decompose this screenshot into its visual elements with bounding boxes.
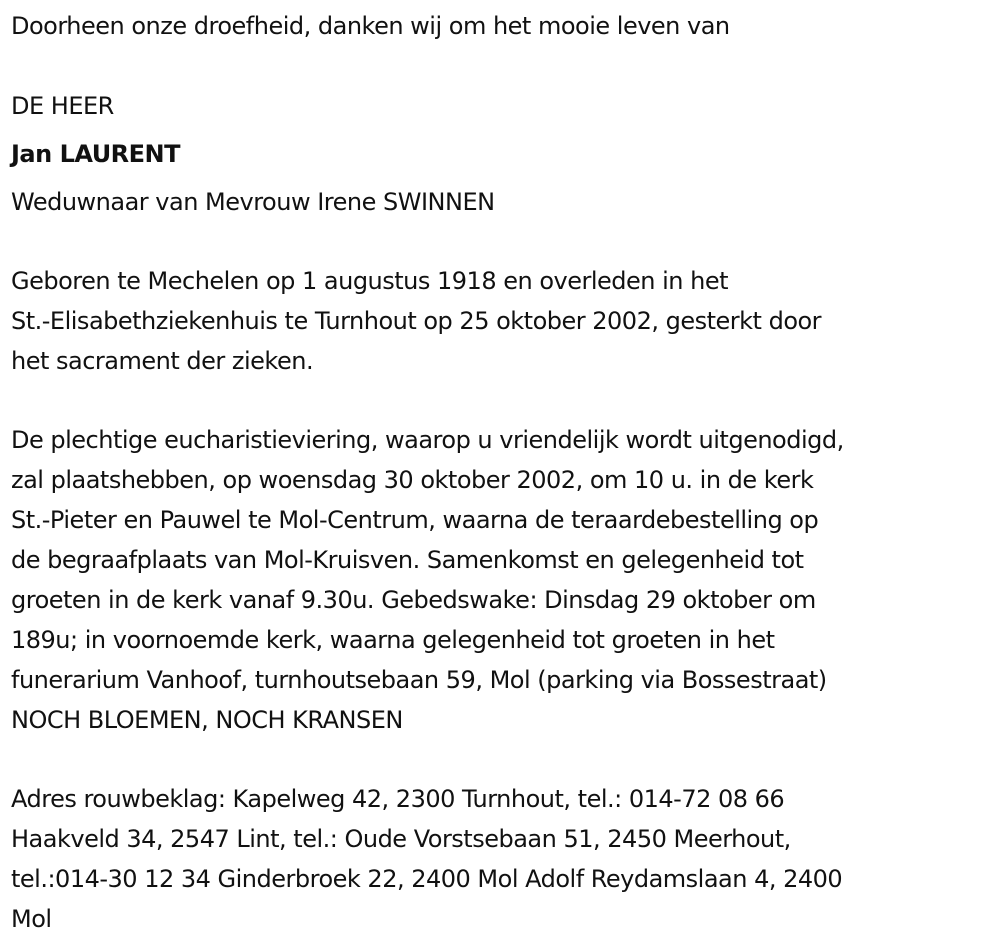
paragraph-line: St.-Elisabethziekenhuis te Turnhout op 25 oktober 2002, gesterkt door (11, 307, 822, 335)
ceremony-paragraph (11, 420, 986, 740)
paragraph-line: zal plaatshebben, op woensdag 30 oktober 2002, om 10 u. in de kerk (11, 466, 814, 494)
birth-death-paragraph (11, 261, 986, 381)
paragraph-line: groeten in de kerk vanaf 9.30u. Gebedswake: Dinsdag 29 oktober om (11, 586, 816, 614)
paragraph-line: 189u; in voornoemde kerk, waarna gelegenheid tot groeten in het (11, 626, 775, 654)
spouse-line: Weduwnaar van Mevrouw Irene SWINNEN (11, 188, 495, 216)
paragraph-line: Mol (11, 905, 52, 933)
paragraph-line: tel.:014-30 12 34 Ginderbroek 22, 2400 Mol Adolf Reydamslaan 4, 2400 (11, 865, 843, 893)
paragraph-line: de begraafplaats van Mol-Kruisven. Samenkomst en gelegenheid tot (11, 546, 804, 574)
paragraph-line: De plechtige eucharistieviering, waarop u vriendelijk wordt uitgenodigd, (11, 426, 844, 454)
paragraph-line: Geboren te Mechelen op 1 augustus 1918 en overleden in het (11, 267, 729, 295)
paragraph-line: funerarium Vanhoof, turnhoutsebaan 59, Mol (parking via Bossestraat) (11, 666, 827, 694)
address-paragraph (11, 779, 986, 939)
no-flowers-notice: NOCH BLOEMEN, NOCH KRANSEN (11, 706, 403, 734)
honorific-title: DE HEER (11, 92, 114, 120)
paragraph-line: Haakveld 34, 2547 Lint, tel.: Oude Vorstsebaan 51, 2450 Meerhout, (11, 825, 791, 853)
intro-text: Doorheen onze droefheid, danken wij om het mooie leven van (11, 12, 730, 40)
paragraph-line: Adres rouwbeklag: Kapelweg 42, 2300 Turnhout, tel.: 014-72 08 66 (11, 785, 785, 813)
obituary-notice (11, 6, 986, 939)
paragraph-line: het sacrament der zieken. (11, 347, 314, 375)
paragraph-line: St.-Pieter en Pauwel te Mol-Centrum, waarna de teraardebestelling op (11, 506, 819, 534)
deceased-name: Jan LAURENT (11, 140, 181, 168)
